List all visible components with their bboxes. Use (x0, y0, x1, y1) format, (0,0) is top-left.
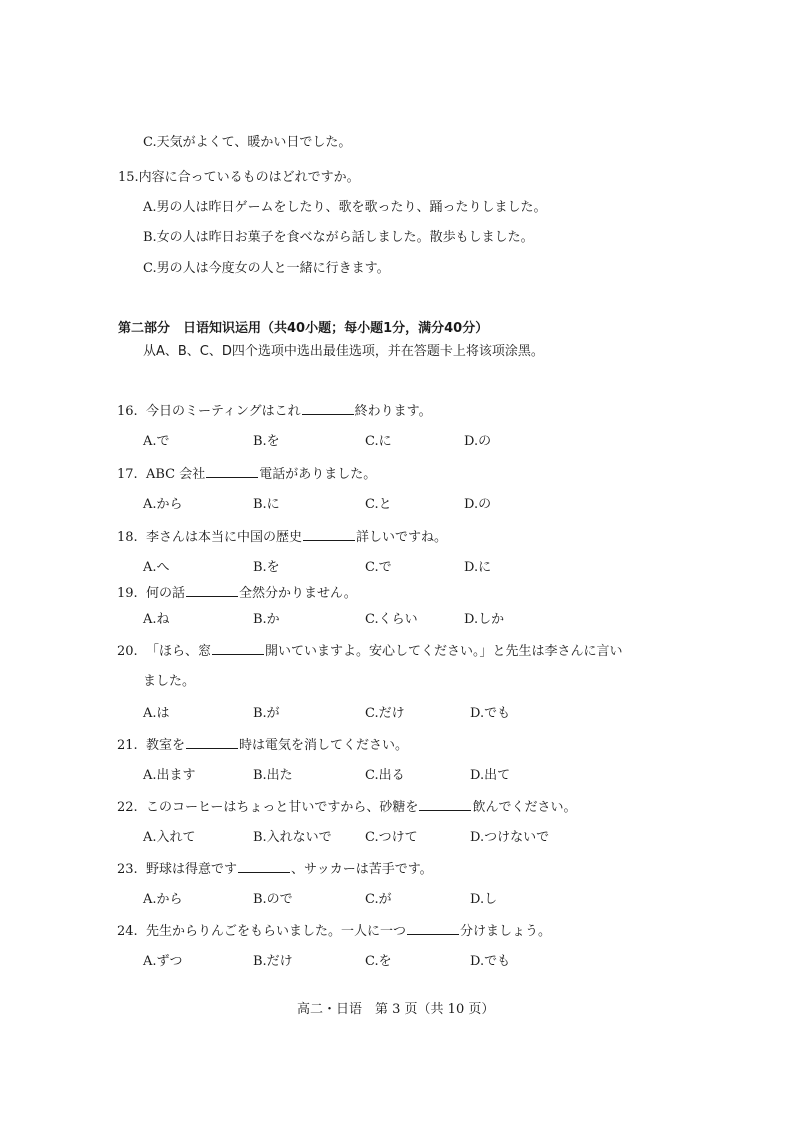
question-text-pre: 先生からりんごをもらいました。一人に一つ (145, 924, 406, 939)
q17-option-a: A.から (143, 497, 183, 512)
q24-option-d: D.でも (470, 954, 511, 969)
question-18 (117, 528, 447, 547)
question-number: 21. (117, 738, 138, 753)
q20-option-d: D.でも (470, 706, 511, 721)
question-24 (117, 922, 551, 941)
q24-option-a: A.ずつ (143, 954, 183, 969)
q19-option-b: B.か (253, 612, 280, 627)
q20-option-c: C.だけ (365, 706, 405, 721)
q23-option-d: D.し (470, 892, 498, 907)
q24-option-c: C.を (365, 954, 392, 969)
question-text-pre: このコーヒーはちょっと甘いですから、砂糖を (145, 800, 419, 815)
question-text-pre: 野球は得意です (145, 862, 237, 877)
answer-blank (419, 798, 471, 811)
answer-blank (206, 465, 258, 478)
question-16 (117, 402, 432, 421)
question-21 (117, 736, 408, 755)
q19-option-a: A.ね (143, 612, 170, 627)
answer-blank (238, 860, 290, 873)
question-19 (117, 584, 357, 603)
page-footer: 高二・日语 第 3 页（共 10 页） (297, 1002, 495, 1017)
question-text-post: 全然分かりません。 (238, 586, 357, 601)
question-text-post: 飲んでください。 (472, 800, 577, 815)
q19-option-d: D.しか (464, 612, 505, 627)
q23-option-b: B.ので (253, 892, 293, 907)
section2-title: 第二部分 日语知识运用（共40小题；每小题1分，满分40分） (118, 321, 489, 336)
q21-option-c: C.出る (365, 768, 405, 783)
q21-option-b: B.出た (253, 768, 293, 783)
question-text-post: 時は電気を消してください。 (238, 738, 408, 753)
question-number: 23. (117, 862, 138, 877)
q22-option-a: A.入れて (143, 830, 196, 845)
q22-option-c: C.つけて (365, 830, 418, 845)
question-text-post: 、サッカーは苦手です。 (290, 862, 433, 877)
question-20-continuation: ました。 (143, 674, 196, 689)
question-text-post: 詳しいですね。 (355, 530, 447, 545)
section2-instruction: 从A、B、C、D四个选项中选出最佳选项，并在答题卡上将该项涂黑。 (143, 344, 544, 359)
q16-option-d: D.の (464, 434, 492, 449)
q15-option-a: A.男の人は昨日ゲームをしたり、歌を歌ったり、踊ったりしました。 (143, 200, 547, 215)
question-text-pre: ABC 会社 (145, 467, 206, 482)
question-number: 24. (117, 924, 138, 939)
question-number: 17. (117, 467, 138, 482)
q17-option-b: B.に (253, 497, 280, 512)
answer-blank (186, 736, 238, 749)
q16-option-b: B.を (253, 434, 280, 449)
q24-option-b: B.だけ (253, 954, 293, 969)
q23-option-a: A.から (143, 892, 183, 907)
question-text-post: 電話がありました。 (259, 467, 377, 482)
q14-option-c: C.天気がよくて、暖かい日でした。 (143, 135, 352, 150)
answer-blank (212, 642, 264, 655)
answer-blank (407, 922, 459, 935)
question-text-post: 分けましょう。 (459, 924, 551, 939)
answer-blank (186, 584, 238, 597)
q16-option-c: C.に (365, 434, 392, 449)
question-text-pre: 教室を (145, 738, 185, 753)
answer-blank (302, 402, 354, 415)
q16-option-a: A.で (143, 434, 170, 449)
question-text-pre: 何の話 (145, 586, 185, 601)
question-text-pre: 李さんは本当に中国の歴史 (145, 530, 302, 545)
question-number: 18. (117, 530, 138, 545)
q22-option-b: B.入れないで (253, 830, 332, 845)
question-17 (117, 465, 376, 484)
q18-option-d: D.に (464, 560, 492, 575)
q22-option-d: D.つけないで (470, 830, 550, 845)
q18-option-a: A.へ (143, 560, 170, 575)
question-20 (117, 642, 622, 661)
question-number: 19. (117, 586, 138, 601)
q17-option-d: D.の (464, 497, 492, 512)
question-text-post: 開いていますよ。安心してください。」と先生は李さんに言い (264, 644, 623, 659)
q17-option-c: C.と (365, 497, 392, 512)
question-number: 22. (117, 800, 138, 815)
q15-option-c: C.男の人は今度女の人と一緒に行きます。 (143, 261, 390, 276)
question-23 (117, 860, 433, 879)
answer-blank (303, 528, 355, 541)
question-text-pre: 「ほら、窓 (145, 644, 211, 659)
q23-option-c: C.が (365, 892, 392, 907)
question-text-post: 終わります。 (354, 404, 432, 419)
q18-option-b: B.を (253, 560, 280, 575)
question-text-pre: 今日のミーティングはこれ (145, 404, 301, 419)
question-number: 16. (117, 404, 138, 419)
q21-option-a: A.出ます (143, 768, 196, 783)
q20-option-a: A.は (143, 706, 170, 721)
q19-option-c: C.くらい (365, 612, 418, 627)
q15-stem: 15.内容に合っているものはどれですか。 (118, 170, 360, 185)
question-22 (117, 798, 576, 817)
question-number: 20. (117, 644, 138, 659)
q18-option-c: C.で (365, 560, 392, 575)
q20-option-b: B.が (253, 706, 280, 721)
q15-option-b: B.女の人は昨日お菓子を食べながら話しました。散歩もしました。 (143, 230, 534, 245)
q21-option-d: D.出て (470, 768, 511, 783)
